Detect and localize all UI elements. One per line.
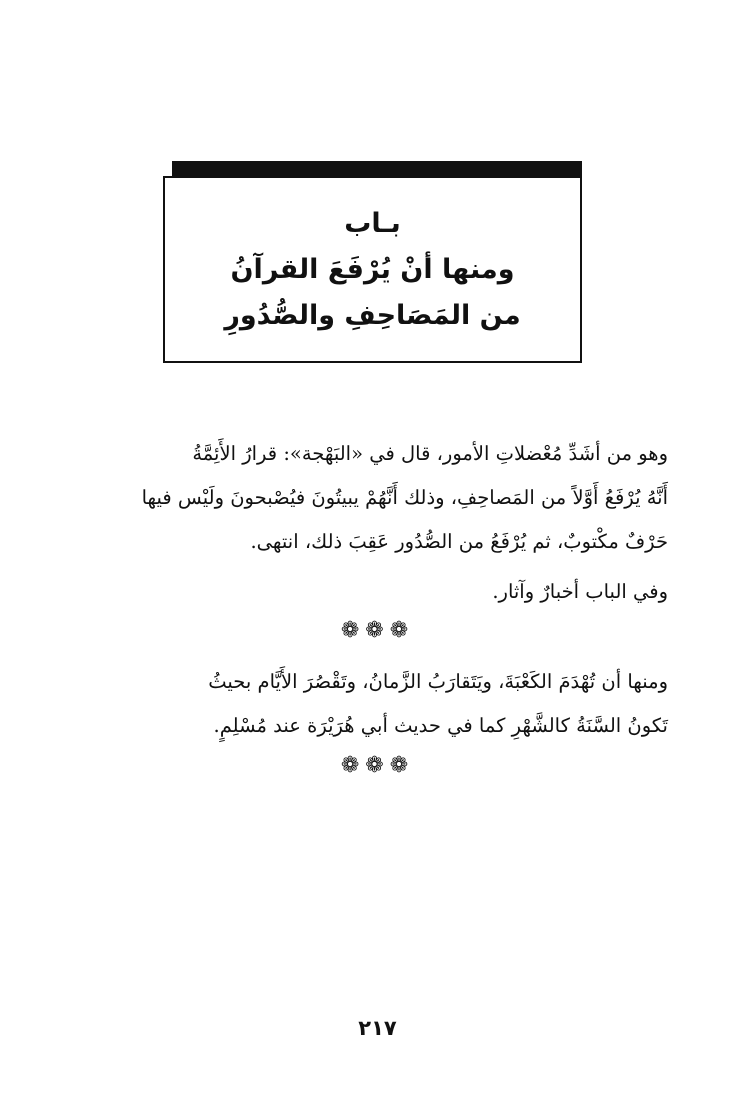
page-number: ٢١٧ <box>358 1016 397 1040</box>
paragraph-line: وهو من أشَدِّ مُعْضلاتِ الأمور، قال في «البَهْجة»: قرارُ الأَئِمَّةُ <box>192 442 668 465</box>
paragraph-line: تَكونُ السَّنَةُ كالشَّهْرِ كما في حديث أبي هُرَيْرَة عند مُسْلِمٍ. <box>213 714 668 737</box>
paragraph-line: ومنها أن تُهْدَمَ الكَعْبَةَ، ويَتَقارَبُ الزَّمانُ، وتَقْصُرَ الأَيَّام بحيثُ <box>208 670 668 693</box>
paragraph-1 <box>68 432 668 564</box>
paragraph-line: أَنَّهُ يُرْفَعُ أَوَّلاً من المَصاحِفِ، وذلك أَنَّهُمْ يبيتُونَ فيُصْبحونَ ولَيْس فيها <box>141 486 668 509</box>
paragraph-2 <box>68 570 668 614</box>
paragraph-3 <box>68 660 668 748</box>
chapter-title-line-1: ومنها أنْ يُرْفَعَ القرآنُ <box>230 253 515 285</box>
ornament-divider: ❁❁❁ <box>340 753 415 778</box>
chapter-heading: بـاب <box>344 207 401 239</box>
chapter-title-line-2: من المَصَاحِفِ والصُّدُورِ <box>224 299 521 331</box>
chapter-title-box <box>163 176 582 363</box>
paragraph-line: وفي الباب أخبارٌ وآثار. <box>492 580 668 603</box>
paragraph-line: حَرْفٌ مكْتوبٌ، ثم يُرْفَعُ من الصُّدُور عَقِبَ ذلك، انتهى. <box>250 530 668 553</box>
ornament-divider: ❁❁❁ <box>340 618 415 643</box>
